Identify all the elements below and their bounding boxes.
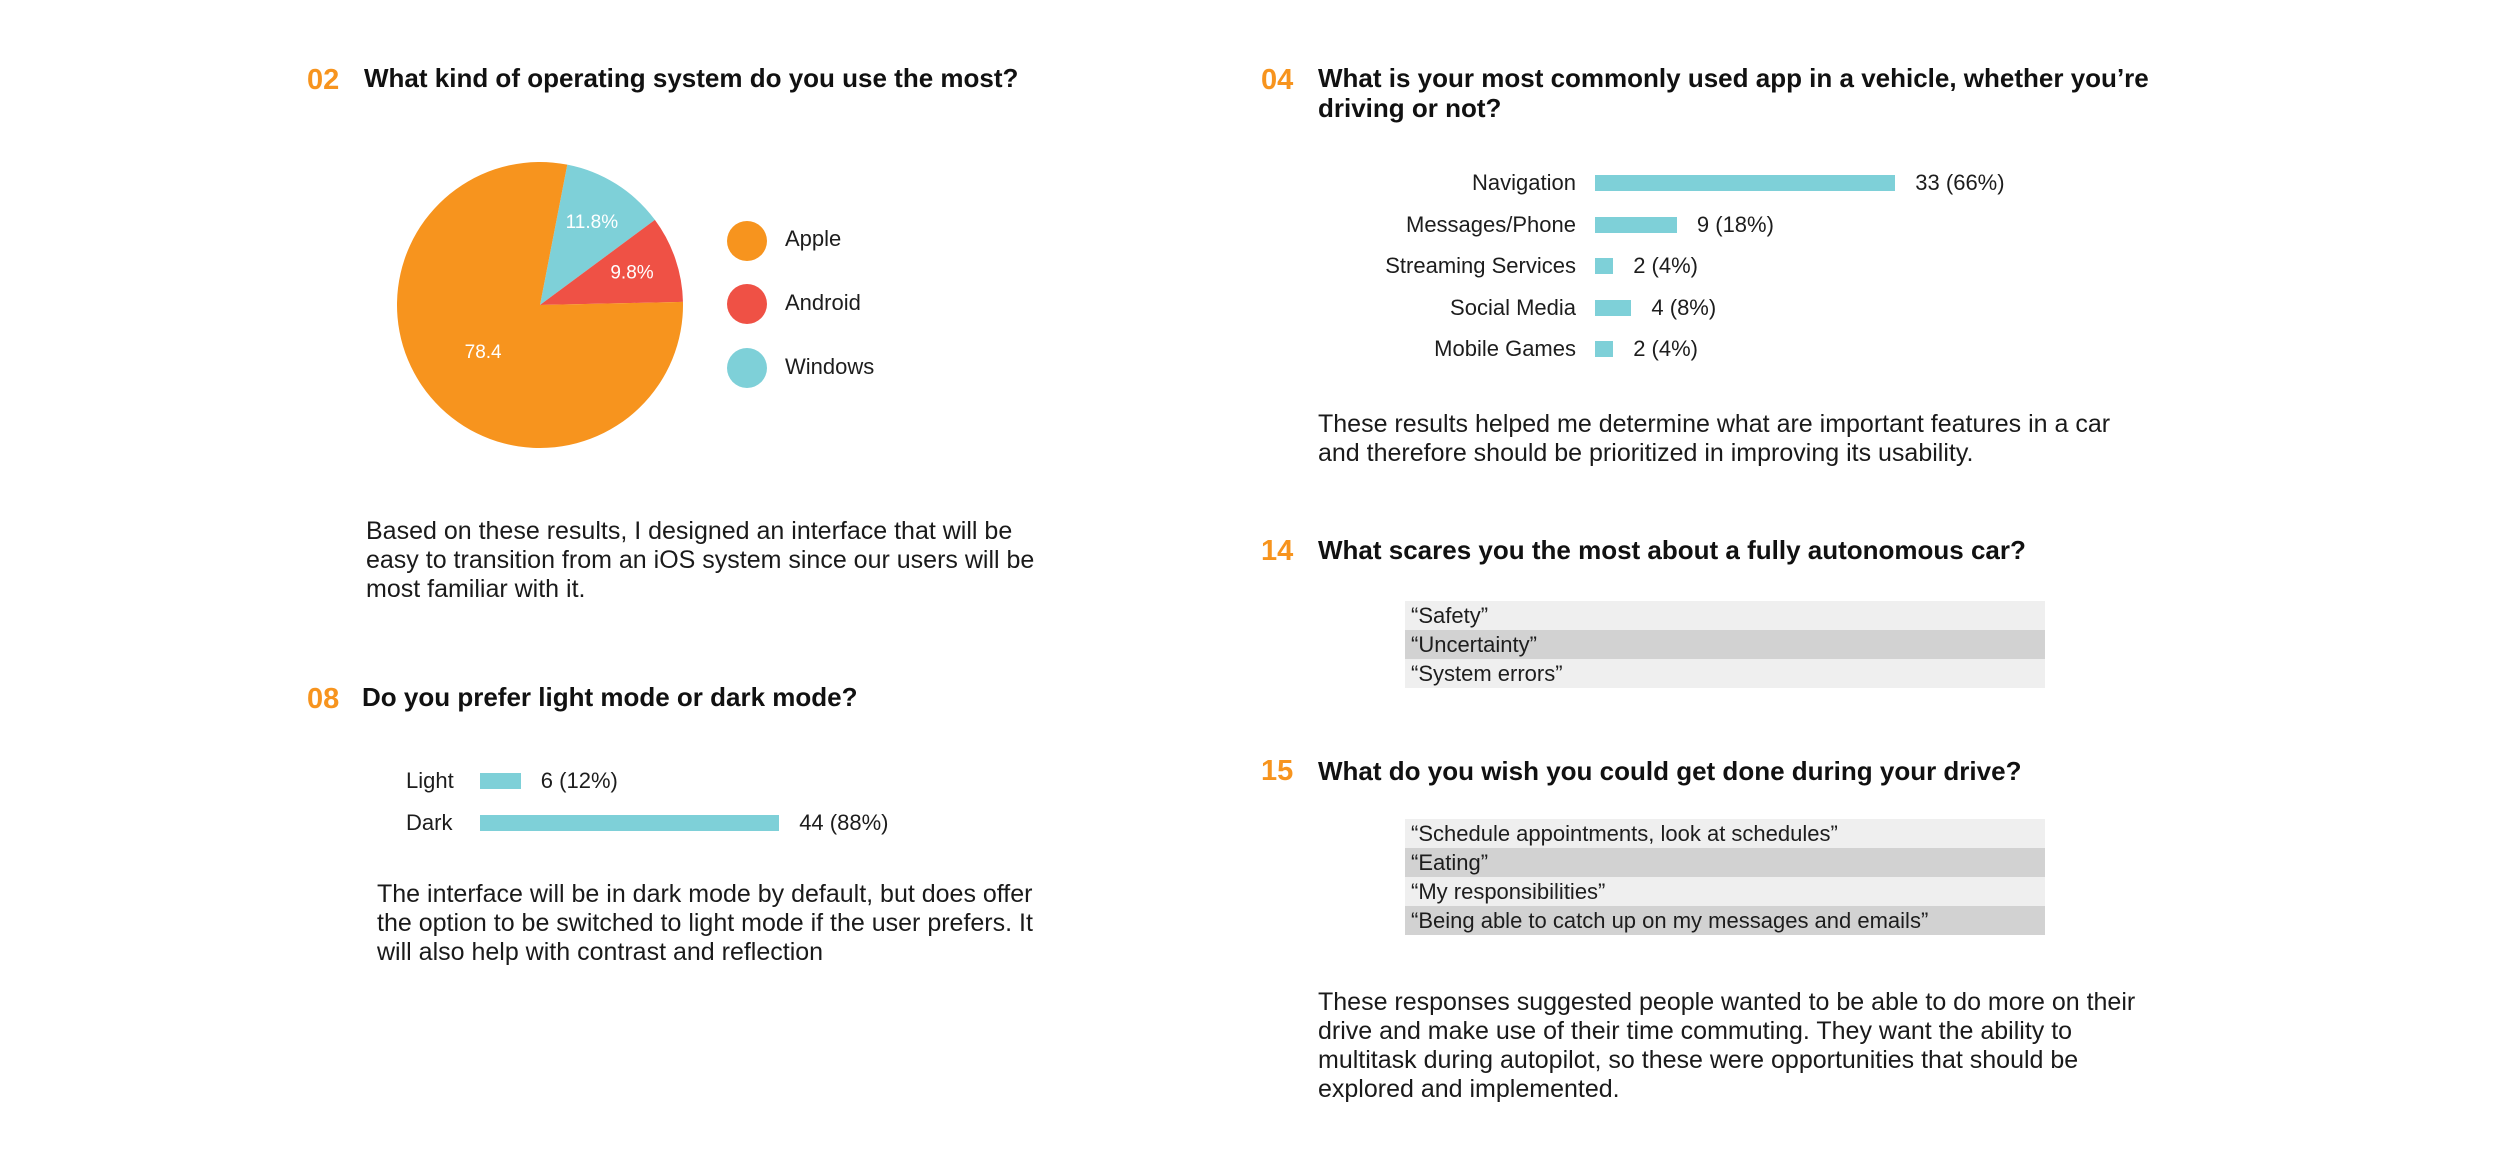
bar-value-mobile-games: 2 (4%) bbox=[1633, 336, 1698, 361]
response-row: “Being able to catch up on my messages and emails” bbox=[1405, 906, 2045, 935]
bar-value-streaming-services: 2 (4%) bbox=[1633, 253, 1698, 278]
q08-note: The interface will be in dark mode by default, but does offer the option to be switched to light mode if the user prefers. It will also help with contrast and reflection bbox=[377, 880, 1033, 966]
q04-title: What is your most commonly used app in a vehicle, whether you’re driving or not? bbox=[1318, 63, 2149, 123]
bar-value-light: 6 (12%) bbox=[540, 768, 618, 793]
legend-windows-dot bbox=[727, 348, 767, 388]
legend-android-label: Android bbox=[785, 290, 861, 315]
bar-light bbox=[480, 773, 521, 789]
response-row: “Safety” bbox=[1405, 601, 2045, 630]
legend-android-dot bbox=[727, 284, 767, 324]
pie-label-windows: 11.8% bbox=[565, 211, 619, 233]
q04-number: 04 bbox=[1261, 64, 1294, 96]
response-row: “Eating” bbox=[1405, 848, 2045, 877]
bar-social-media bbox=[1595, 300, 1631, 316]
bar-label-social-media: Social Media bbox=[1450, 294, 1576, 320]
pie-label-android: 9.8% bbox=[610, 262, 654, 284]
bar-label-light: Light bbox=[406, 768, 454, 793]
q15-title: What do you wish you could get done during your drive? bbox=[1318, 756, 2022, 786]
q15-number: 15 bbox=[1261, 755, 1294, 787]
bar-streaming-services bbox=[1595, 258, 1613, 274]
q15-note: These responses suggested people wanted to be able to do more on their drive and make use of their time commuting. They want the ability to multitask during autopilot, so these were opportunities that should be explored and implemented. bbox=[1318, 988, 2136, 1103]
q08-number: 08 bbox=[307, 683, 340, 715]
q14-responses bbox=[1405, 601, 2045, 688]
q15-responses bbox=[1405, 819, 2045, 935]
q02-title: What kind of operating system do you use the most? bbox=[364, 63, 1019, 93]
bar-navigation bbox=[1595, 175, 1895, 191]
pie-label-apple: 78.4 bbox=[464, 341, 502, 363]
bar-value-dark: 44 (88%) bbox=[799, 810, 889, 835]
bar-value-social-media: 4 (8%) bbox=[1651, 294, 1717, 320]
bar-label-dark: Dark bbox=[406, 810, 453, 835]
bar-dark bbox=[480, 815, 779, 831]
q02-note: Based on these results, I designed an interface that will be easy to transition from an iOS system since our users will be most familiar with it. bbox=[366, 517, 1035, 603]
bar-mobile-games bbox=[1595, 341, 1613, 357]
q08-title: Do you prefer light mode or dark mode? bbox=[362, 682, 858, 712]
os-pie-chart bbox=[380, 145, 700, 465]
bar-messages-phone bbox=[1595, 217, 1677, 233]
bar-label-messages-phone: Messages/Phone bbox=[1406, 211, 1576, 237]
response-row: “Schedule appointments, look at schedules” bbox=[1405, 819, 2045, 848]
q02-number: 02 bbox=[307, 64, 340, 96]
bar-label-mobile-games: Mobile Games bbox=[1434, 336, 1576, 361]
q04-note: These results helped me determine what are important features in a car and therefore should be prioritized in improving its usability. bbox=[1318, 410, 2111, 467]
bar-value-navigation: 33 (66%) bbox=[1915, 170, 2005, 195]
legend-windows-label: Windows bbox=[785, 354, 875, 379]
response-row: “System errors” bbox=[1405, 659, 2045, 688]
bar-label-navigation: Navigation bbox=[1472, 170, 1576, 195]
response-row: “Uncertainty” bbox=[1405, 630, 2045, 659]
q14-title: What scares you the most about a fully autonomous car? bbox=[1318, 535, 2026, 565]
legend-apple-dot bbox=[727, 221, 767, 261]
response-row: “My responsibilities” bbox=[1405, 877, 2045, 906]
legend-apple-label: Apple bbox=[785, 226, 842, 251]
q14-number: 14 bbox=[1261, 535, 1294, 567]
bar-label-streaming-services: Streaming Services bbox=[1385, 253, 1576, 278]
bar-value-messages-phone: 9 (18%) bbox=[1696, 211, 1774, 237]
